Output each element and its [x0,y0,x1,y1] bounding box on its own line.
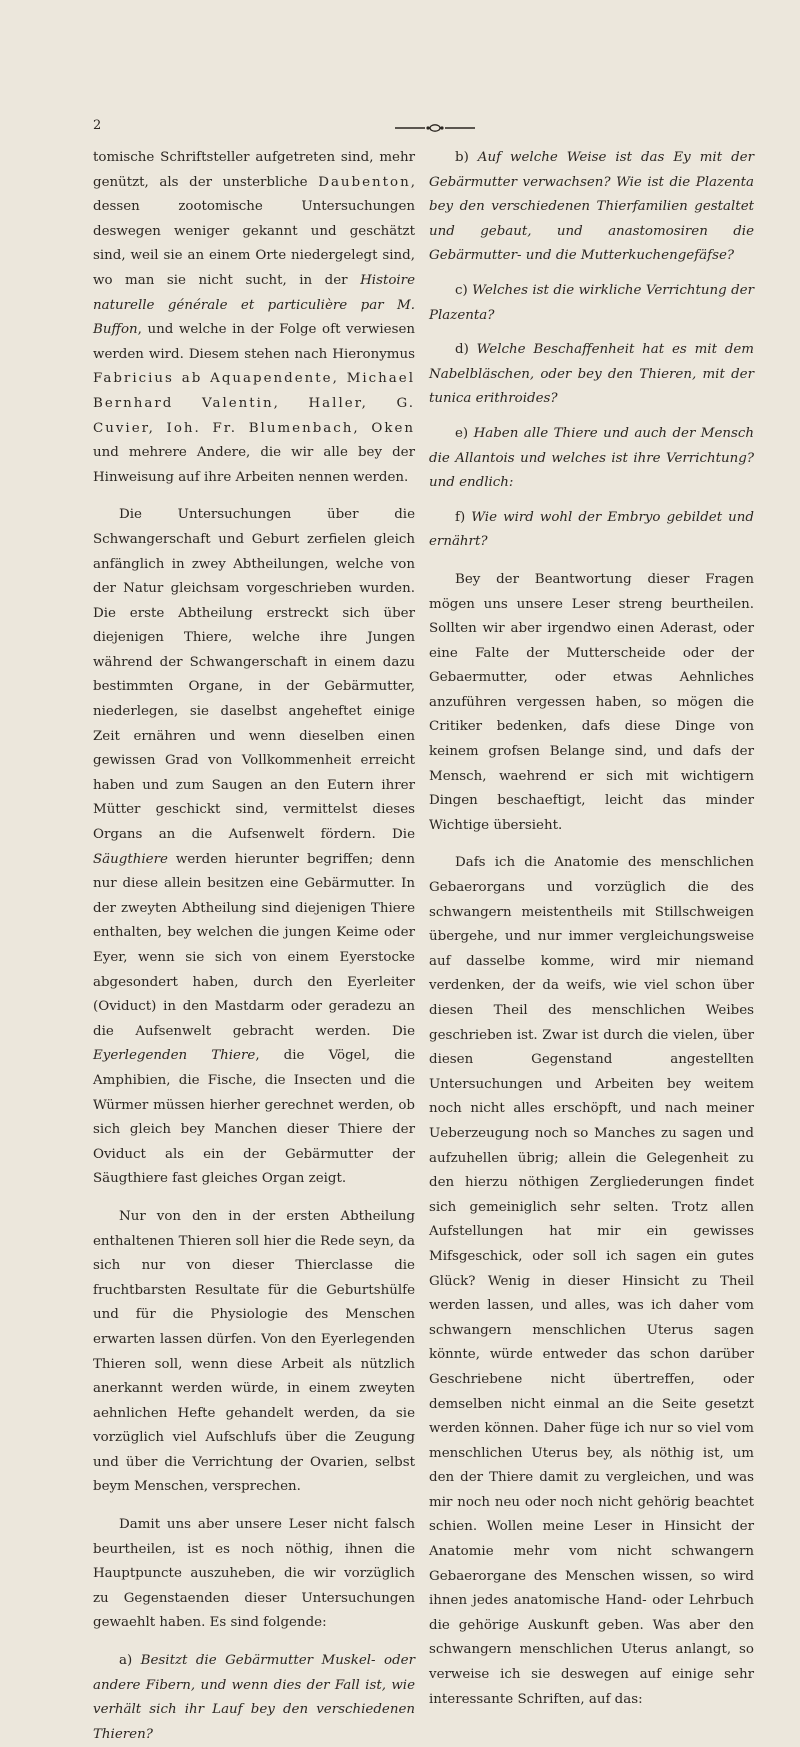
question-f: f) Wie wird wohl der Embryo gebildet und ernährt? [429,509,754,550]
author-names: Fabricius ab Aquapendente, Michael Bernhard Valentin, Haller, G. Cuvier, Ioh. Fr. Blumenbach, Oken [93,371,415,436]
question-b: b) Auf welche Weise ist das Ey mit der Gebärmutter verwachsen? Wie ist die Plazenta bey den verschiedenen Thierfamilien gestaltet und gebaut, und anastomosiren die Gebärmutter- und die Mutterkuchengefäfse? [429,150,754,264]
author-name: Daubenton [318,174,411,190]
book-title: Histoire naturelle générale et particulière par M. Buffon [93,272,415,338]
paragraph-critics: Bey der Beantwortung dieser Fragen mögen uns unsere Leser streng beurtheilen. Sollten wir aber irgendwo einen Aderast, oder eine Falte der Mutterscheide oder der Gebaermutter, oder etwas Aehnliches anzuführen vergessen haben, so mögen die Critiker bedenken, dafs diese Dinge von keinem grofsen Belange sind, und dafs der Mensch, waehrend er sich mit wichtigern Dingen beschaeftigt, leicht das minder Wichtige übersieht. [429,571,754,833]
header-ornament [395,123,475,133]
question-d: d) Welche Beschaffenheit hat es mit dem Nabelbläschen, oder bey den Thieren, mit der tunica erithroides? [429,342,754,407]
page-number: 2 [93,118,102,133]
paragraph-human-anatomy: Dafs ich die Anatomie des menschlichen Gebaerorgans und vorzüglich die des schwangern meistentheils mit Stillschweigen übergehe, und nur immer vergleichungsweise auf dasselbe komme, wird mir niemand verdenken, der da weifs, wie viel schon über diesen Theil des menschlichen Weibes geschrieben ist. Zwar ist durch die vielen, über diesen Gegenstand angestellten Untersuchungen und Arbeiten bey weitem noch nicht alles erschöpft, und nach meiner Ueberzeugung noch so Manches zu sagen und aufzuhellen übrig; allein die Gelegenheit zu den hierzu nöthigen Zergliederungen findet sich gemeiniglich sehr selten. Trotz allen Aufstellungen hat mir ein gewisses Mifsgeschick, oder soll ich sagen ein gutes Glück? Wenig in dieser Hinsicht zu Theil werden lassen, und alles, was ich daher vom schwangern menschlichen Uterus sagen könnte, würde entweder das schon darüber Geschriebene nicht übertreffen, oder demselben nicht einmal an die Seite gesetzt werden können. Daher füge ich nur so viel vom menschlichen Uterus bey, als nöthig ist, um den der Thiere damit zu vergleichen, und was mir noch neu oder noch nicht gehörig beachtet schien. Wollen meine Leser in Hinsicht der Anatomie mehr vom nicht schwangern Gebaerorgane des Menschen wissen, so wird ihnen jedes anatomische Hand- oder Lehrbuch die gehörige Auskunft geben. Was aber den schwangern menschlichen Uterus anlangt, so verweise ich sie deswegen auf einige sehr interessante Schriften, auf das: [429,855,754,1707]
question-e: e) Haben alle Thiere und auch der Mensch die Allantois und welches ist ihre Verrichtung? und endlich: [429,425,754,491]
right-column [429,146,754,1712]
left-column [93,146,415,1747]
paragraph-main-points: Damit uns aber unsere Leser nicht falsch beurtheilen, ist es noch nöthig, ihnen die Hauptpuncte auszuheben, die wir vorzüglich zu Gegenstaenden dieser Untersuchungen gewaehlt haben. Es sind folgende: [93,1517,415,1631]
question-c: c) Welches ist die wirkliche Verrichtung der Plazenta? [429,282,754,323]
paragraph-first-division: Nur von den in der ersten Abtheilung enthaltenen Thieren soll hier die Rede seyn, da sich nur von dieser Thierclasse die fruchtbarsten Resultate für die Geburtshülfe und für die Physiologie des Menschen erwarten lassen dürfen. Von den Eyerlegenden Thieren soll, wenn diese Arbeit als nützlich anerkannt werden würde, in einem zweyten aehnlichen Hefte gehandelt werden, da sie vorzüglich viel Aufschlufs über die Zeugung und über die Verrichtung der Ovarien, selbst beym Menschen, versprechen. [93,1208,415,1495]
question-a: a) Besitzt die Gebärmutter Muskel- oder andere Fibern, und wenn dies der Fall ist, wie verhält sich ihr Lauf bey den verschiedenen Thieren? [93,1653,415,1742]
paragraph-scientists: tomische Schriftsteller aufgetreten sind, mehr genützt, als der unsterbliche Daubenton, dessen zootomische Untersuchungen deswegen weniger gekannt und geschätzt sind, weil sie an einem Orte niedergelegt sind, wo man sie nicht sucht, in der Histoire naturelle générale et particulière par M. Buffon, und welche in der Folge oft verwiesen werden wird. Diesem stehen nach Hieronymus Fabricius ab Aquapendente, Michael Bernhard Valentin, Haller, G. Cuvier, Ioh. Fr. Blumenbach, Oken und mehrere Andere, die wir alle bey der Hinweisung auf ihre Arbeiten nennen werden. [93,150,415,485]
paragraph-division: Die Untersuchungen über die Schwangerschaft und Geburt zerfielen gleich anfänglich in zwey Abtheilungen, welche von der Natur gleichsam vorgeschrieben wurden. Die erste Abtheilung erstreckt sich über diejenigen Thiere, welche ihre Jungen während der Schwangerschaft in einem dazu bestimmten Organe, in der Gebärmutter, niederlegen, sie daselbst angeheftet einige Zeit ernähren und wenn dieselben einen gewissen Grad von Vollkommenheit erreicht haben und zum Saugen an den Eutern ihrer Mütter geschickt sind, vermittelst dieses Organs an die Aufsenwelt fördern. Die Säugthiere werden hierunter begriffen; denn nur diese allein besitzen eine Gebärmutter. In der zweyten Abtheilung sind diejenigen Thiere enthalten, bey welchen die jungen Keime oder Eyer, wenn sie sich von einem Eyerstocke abgesondert haben, durch den Eyerleiter (Oviduct) in den Mastdarm oder geradezu an die Aufsenwelt gebracht werden. Die Eyerlegenden Thiere, die Vögel, die Amphibien, die Fische, die Insecten und die Würmer müssen hierher gerechnet werden, ob sich gleich bey Manchen dieser Thiere der Oviduct als ein der Gebärmutter der Säugthiere fast gleiches Organ zeigt. [93,507,415,1187]
